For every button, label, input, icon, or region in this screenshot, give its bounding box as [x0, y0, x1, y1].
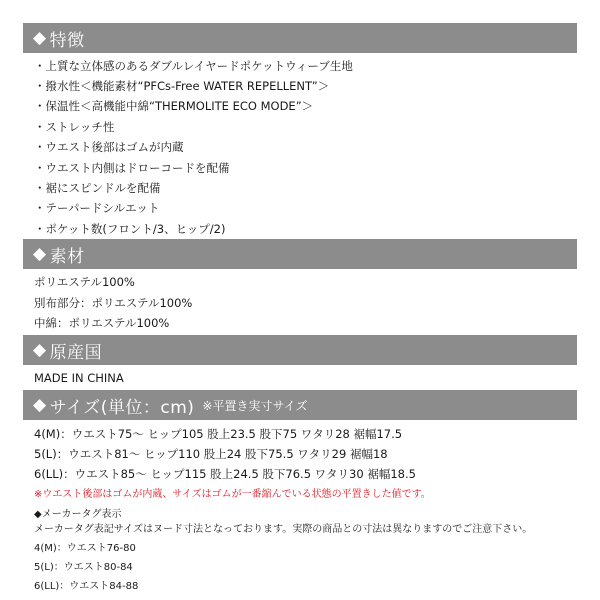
feature-item: ・ポケット数(フロント/3、ヒップ/2)	[34, 222, 226, 236]
section-header-origin	[23, 335, 577, 365]
size-row: 5(L)：ウエスト81～ ヒップ110 股上24 股下75.5 ワタリ29 裾幅18	[34, 447, 388, 461]
section-header-size	[23, 390, 577, 420]
feature-item: ・撥水性＜機能素材“PFCs-Free WATER REPELLENT”＞	[34, 79, 330, 93]
diamond-icon: ◆	[33, 28, 47, 48]
feature-item: ・裾にスピンドルを配備	[34, 181, 161, 195]
maker-tag-row: 6(LL)：ウエスト84-88	[34, 581, 139, 592]
diamond-icon: ◆	[33, 340, 47, 360]
diamond-icon: ◆	[33, 395, 47, 415]
material-item: ポリエステル100%	[34, 275, 135, 289]
feature-item: ・テーパードシルエット	[34, 201, 160, 215]
maker-tag-row: 4(M)：ウエスト76-80	[34, 543, 136, 554]
section-header-features	[23, 23, 577, 53]
feature-item: ・保温性＜高機能中綿“THERMOLITE ECO MODE”＞	[34, 99, 314, 113]
feature-item: ・上質な立体感のあるダブルレイヤードポケットウィーブ生地	[34, 59, 353, 73]
diamond-icon: ◆	[33, 244, 47, 264]
section-title: 原産国	[49, 342, 103, 363]
material-item: 別布部分：ポリエステル100%	[34, 296, 193, 310]
section-title: サイズ(単位：cm)	[49, 397, 195, 418]
size-row: 4(M)：ウエスト75～ ヒップ105 股上23.5 股下75 ワタリ28 裾幅17.5	[34, 427, 403, 441]
feature-item: ・ウエスト後部はゴムが内蔵	[34, 140, 184, 154]
feature-item: ・ウエスト内側はドローコードを配備	[34, 161, 230, 175]
maker-tag-row: 5(L)：ウエスト80-84	[34, 562, 133, 573]
material-item: 中綿：ポリエステル100%	[34, 316, 170, 330]
size-note: ※平置き実寸サイズ	[202, 398, 308, 413]
origin-value: MADE IN CHINA	[34, 371, 124, 385]
size-row: 6(LL)：ウエスト85～ ヒップ115 股上24.5 股下76.5 ワタリ30 裾幅18.5	[34, 467, 416, 481]
feature-item: ・ストレッチ性	[34, 120, 115, 134]
size-warning: ※ウエスト後部はゴムが内蔵、サイズはゴムが一番縮んでいる状態の平置きした値です。	[34, 489, 431, 500]
section-header-material	[23, 239, 577, 269]
maker-tag-heading: ◆メーカータグ表示	[34, 509, 122, 520]
maker-tag-note: メーカータグ表記サイズはヌード寸法となっております。実際の商品との寸法は異なりますのでご注意下さい。	[34, 524, 533, 535]
section-title: 特徴	[49, 30, 85, 51]
section-title: 素材	[49, 246, 85, 267]
